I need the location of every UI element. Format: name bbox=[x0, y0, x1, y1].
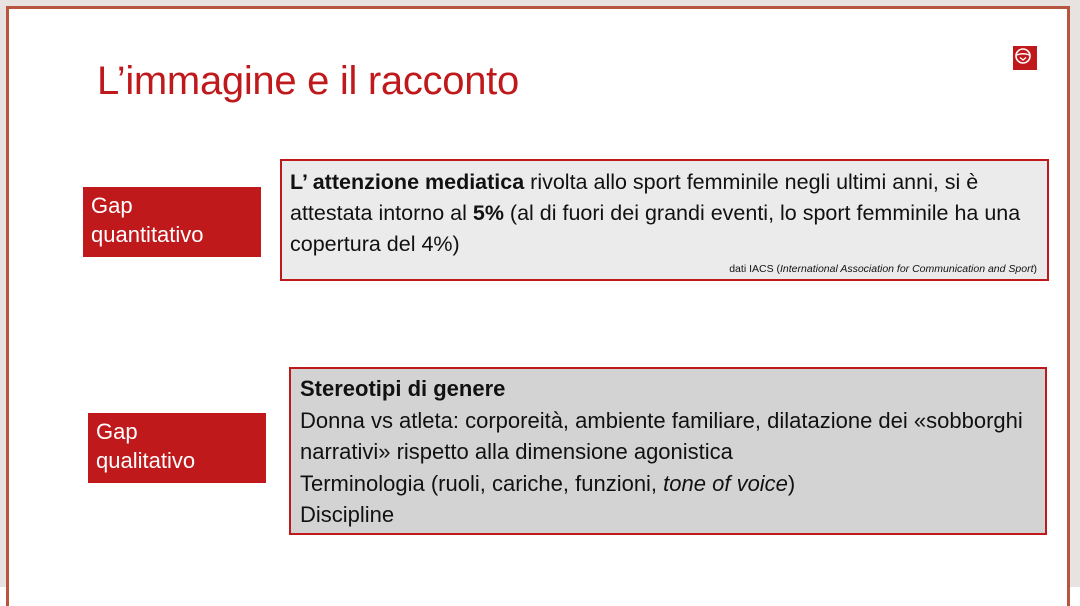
source-italic: International Association for Communication and Sport bbox=[780, 263, 1034, 275]
gap-qualitative-line2: qualitativo bbox=[96, 448, 196, 473]
qualitative-item-1: Donna vs atleta: corporeità, ambiente familiare, dilatazione dei «sobborghi narrativi» rispetto alla dimensione agonistica bbox=[300, 407, 1023, 464]
source-suffix: ) bbox=[1033, 263, 1037, 275]
quantitative-text-2: (al di fuori dei grandi eventi, lo sport femminile ha una copertura del 4%) bbox=[290, 201, 1021, 256]
source-note bbox=[729, 263, 1037, 276]
gap-quantitative-line2: quantitativo bbox=[91, 222, 204, 247]
gap-qualitative-line1: Gap bbox=[96, 419, 138, 444]
gap-quantitative-label bbox=[83, 187, 261, 257]
source-prefix: dati IACS ( bbox=[729, 263, 780, 275]
quantitative-text-1: rivolta allo sport femminile negli ultimi anni, si è attestata intorno al bbox=[290, 170, 979, 225]
quantitative-text bbox=[290, 167, 1039, 260]
qualitative-heading: Stereotipi di genere bbox=[300, 376, 506, 401]
media-attention-bold: L’ attenzione mediatica bbox=[290, 170, 525, 194]
qualitative-item-2-suffix: ) bbox=[787, 470, 796, 496]
qualitative-item-2-prefix: Terminologia (ruoli, cariche, funzioni, bbox=[300, 470, 664, 496]
qualitative-item-2-italic: tone of voice bbox=[663, 470, 788, 496]
slide-title: L’immagine e il racconto bbox=[97, 59, 519, 103]
qualitative-item-3: Discipline bbox=[300, 502, 395, 527]
qualitative-item-2 bbox=[300, 468, 1036, 500]
gap-quantitative-line1: Gap bbox=[91, 193, 133, 218]
quantitative-box bbox=[280, 159, 1049, 281]
logo bbox=[1013, 46, 1037, 70]
gap-qualitative-label bbox=[88, 413, 266, 483]
slide bbox=[6, 6, 1070, 606]
steering-wheel-logo-icon bbox=[1013, 46, 1033, 66]
qualitative-box bbox=[289, 367, 1047, 535]
percent-bold: 5% bbox=[472, 201, 504, 225]
